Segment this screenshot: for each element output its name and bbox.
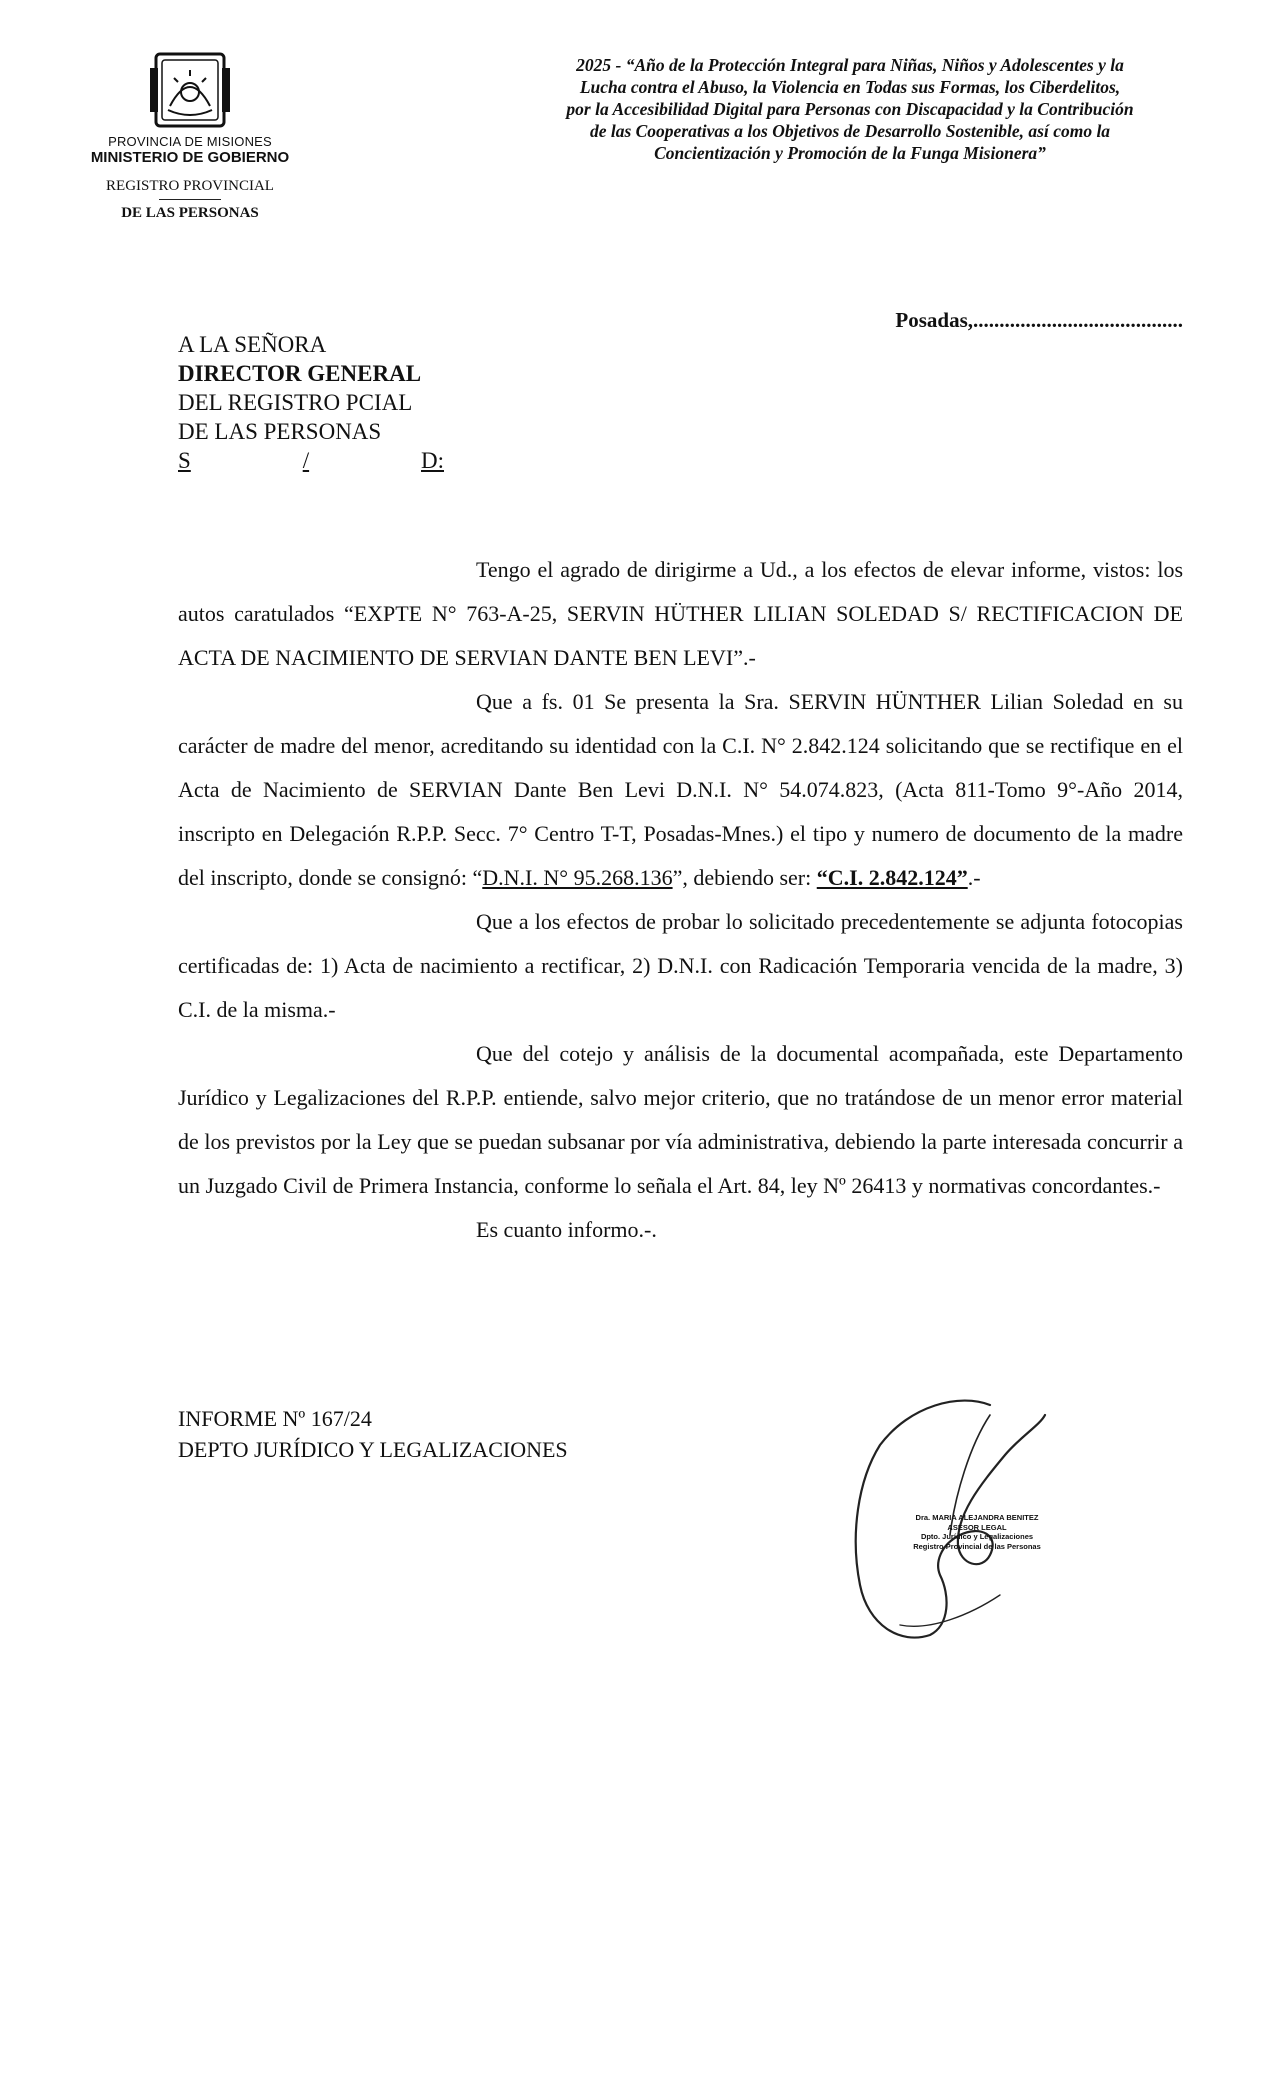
motto-line: Lucha contra el Abuso, la Violencia en Todas sus Formas, los Ciberdelitos, (579, 77, 1121, 97)
wrong-document-number: D.N.I. N° 95.268.136 (482, 865, 673, 890)
paragraph-attachments: Que a los efectos de probar lo solicitado precedentemente se adjunta fotocopias certificadas de: 1) Acta de nacimiento a rectificar, 2) D.N.I. con Radicación Temporaria vencida de la madre, 3) C.I. de la misma.- (178, 909, 1183, 1022)
sd-slash: / (302, 448, 310, 473)
motto-line: 2025 - “Año de la Protección Integral para Niñas, Niños y Adolescentes y la (576, 55, 1124, 75)
sd-d: D: (421, 448, 444, 473)
signature-block (840, 1385, 1050, 1655)
stamp-org: Registro Provincial de las Personas (913, 1541, 1041, 1551)
place-date: Posadas,........................................ (895, 308, 1183, 332)
addressee-salutation: A LA SEÑORA (178, 332, 327, 357)
registry-label-line2: DE LAS PERSONAS (121, 205, 259, 221)
report-number: INFORME Nº 167/24 (178, 1406, 372, 1431)
registry-divider (159, 199, 221, 200)
motto-line: de las Cooperativas a los Objetivos de Desarrollo Sostenible, así como la (589, 121, 1111, 141)
stamp-dept: Dpto. Jurídico y Legalizaciones (920, 1532, 1034, 1541)
stamp-role: ASESOR LEGAL (947, 1522, 1007, 1532)
correct-document-number: “C.I. 2.842.124” (816, 865, 968, 890)
addressee-block (178, 330, 444, 475)
motto-line: por la Accesibilidad Digital para Personas con Discapacidad y la Contribución (566, 99, 1134, 119)
request-text-end: .- (967, 865, 981, 890)
addressee-org-line1: DEL REGISTRO PCIAL (178, 390, 413, 415)
legal-advisor-stamp (902, 1513, 1052, 1551)
report-body (178, 548, 1183, 1252)
province-label: PROVINCIA DE MISIONES (108, 134, 272, 149)
request-text: Que a fs. 01 Se presenta la Sra. SERVIN HÜNTHER Lilian Soledad en su carácter de madre del menor, acreditando su identidad con la C.I. N° 2.842.124 solicitando que se rectifique en el Acta de Nacimiento de SERVIAN Dante Ben Levi D.N.I. N° 54.074.823, (Acta 811-Tomo 9°-Año 2014, inscripto en Delegación R.P.P. Secc. 7° Centro T-T, Posadas-Mnes.) el tipo y numero de documento de la madre del inscripto, donde se consignó: “ (178, 689, 1183, 890)
motto-line: Concientización y Promoción de la Funga Misionera” (654, 143, 1046, 163)
addressee-org-line2: DE LAS PERSONAS (178, 419, 382, 444)
request-text-2: ”, debiendo ser: (672, 865, 817, 890)
paragraph-analysis: Que del cotejo y análisis de la documental acompañada, este Departamento Jurídico y Legalizaciones del R.P.P. entiende, salvo mejor criterio, que no tratándose de un menor error material de los previstos por la Ley que se puedan subsanar por vía administrativa, debiendo la parte interesada concurrir a un Juzgado Civil de Primera Instancia, conforme lo señala el Art. 84, ley Nº 26413 y normativas concordantes.- (178, 1041, 1183, 1198)
paragraph-closing: Es cuanto informo.-. (476, 1217, 657, 1242)
paragraph-request (178, 680, 1183, 900)
paragraph-intro: Tengo el agrado de dirigirme a Ud., a los efectos de elevar informe, vistos: los autos caratulados “EXPTE N° 763-A-25, SERVIN HÜTHER LILIAN SOLEDAD S/ RECTIFICACION DE ACTA DE NACIMIENTO DE SERVIAN DANTE BEN LEVI”.- (178, 557, 1183, 670)
province-seal-icon (144, 48, 236, 132)
department-name: DEPTO JURÍDICO Y LEGALIZACIONES (178, 1437, 568, 1462)
year-motto (480, 54, 1220, 164)
stamp-name: Dra. MARIA ALEJANDRA BENITEZ (915, 1513, 1039, 1522)
addressee-title: DIRECTOR GENERAL (178, 361, 422, 386)
registry-label-line1: REGISTRO PROVINCIAL (106, 178, 274, 194)
ministry-label: MINISTERIO DE GOBIERNO (90, 149, 290, 166)
sd-line (178, 446, 444, 475)
sd-s: S (178, 448, 191, 473)
report-footer (178, 1403, 568, 1465)
ministry-logo-block (70, 48, 310, 222)
